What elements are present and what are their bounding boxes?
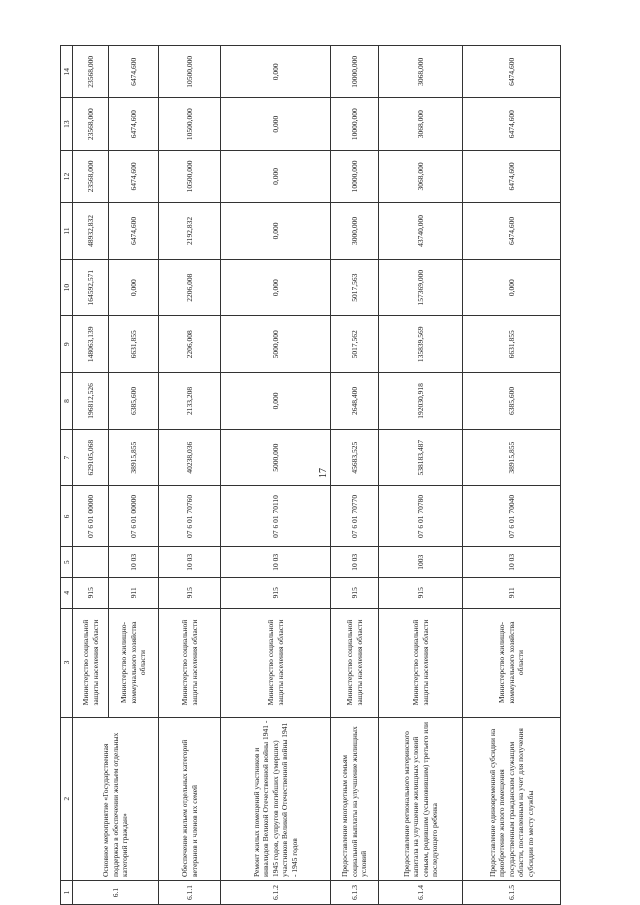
value-col-12: 23568,000: [73, 150, 109, 202]
target-article-code: 07 6 01 70110: [221, 486, 331, 547]
value-col-13: 23568,000: [73, 98, 109, 150]
column-number: 2: [61, 717, 73, 881]
value-col-11: 48932,832: [73, 203, 109, 260]
value-col-10: 164592,571: [73, 259, 109, 316]
value-col-14: 6474,600: [463, 46, 561, 98]
column-number: 8: [61, 373, 73, 430]
section-code: 10 03: [221, 547, 331, 578]
row-name: Обеспечение жильем отдельных категорий ветеранов и членов их семей: [159, 717, 221, 881]
column-number: 11: [61, 203, 73, 260]
value-col-10: 0,000: [221, 259, 331, 316]
value-col-12: 0,000: [221, 150, 331, 202]
table-row: [463, 46, 561, 905]
value-col-11: 43740,000: [379, 203, 463, 260]
table-row: [221, 46, 331, 905]
value-col-9: 2206,008: [159, 316, 221, 373]
column-number: 6: [61, 486, 73, 547]
budget-table-sheet: [60, 45, 560, 905]
target-article-code: 07 6 01 70040: [463, 486, 561, 547]
value-col-7: 629105,068: [73, 429, 109, 486]
value-col-11: 6474,600: [463, 203, 561, 260]
table-row: [73, 46, 109, 905]
value-col-10: 5017,563: [331, 259, 379, 316]
value-col-14: 10500,000: [159, 46, 221, 98]
value-col-8: 6385,600: [463, 373, 561, 430]
grbs-code: 915: [159, 578, 221, 609]
value-col-12: 10000,000: [331, 150, 379, 202]
target-article-code: 07 6 01 70760: [159, 486, 221, 547]
value-col-8: 2648,400: [331, 373, 379, 430]
row-executor: Министерство социальной защиты населения области: [73, 608, 109, 717]
value-col-12: 6474,600: [109, 150, 159, 202]
table-row: [379, 46, 463, 905]
target-article-code: 07 6 01 70770: [331, 486, 379, 547]
target-article-code: 07 6 01 00000: [73, 486, 109, 547]
value-col-14: 6474,600: [109, 46, 159, 98]
value-col-14: 23568,000: [73, 46, 109, 98]
value-col-8: 6385,600: [109, 373, 159, 430]
grbs-code: 911: [463, 578, 561, 609]
row-number: 6.1.1: [159, 881, 221, 905]
value-col-7: 38915,855: [109, 429, 159, 486]
row-name: Предоставление регионального материнского капитала на улучшение жилищных условий семьям, родившим (усыновившим) третьего или последующего ребенка: [379, 717, 463, 881]
value-col-8: 0,000: [221, 373, 331, 430]
value-col-13: 10500,000: [159, 98, 221, 150]
value-col-11: 3000,000: [331, 203, 379, 260]
value-col-12: 10500,000: [159, 150, 221, 202]
row-number: 6.1.5: [463, 881, 561, 905]
column-number: 10: [61, 259, 73, 316]
row-name: Ремонт жилых помещений участников и инвалидов Великой Отечественной войны 1941 - 1945 годов, супругов погибших (умерших) участников Великой Отечественной войны 1941 - 1945 годов: [221, 717, 331, 881]
value-col-13: 10000,000: [331, 98, 379, 150]
value-col-14: 10000,000: [331, 46, 379, 98]
row-name: Предоставление единовременной субсидии на приобретение жилого помещения государственным гражданским служащим области, поставленным на учет для получения субсидии по месту службы: [463, 717, 561, 881]
value-col-14: 0,000: [221, 46, 331, 98]
row-number: 6.1.4: [379, 881, 463, 905]
row-number: 6.1.3: [331, 881, 379, 905]
value-col-8: 196812,526: [73, 373, 109, 430]
value-col-9: 5000,000: [221, 316, 331, 373]
row-executor: Министерство жилищно-коммунального хозяйства области: [463, 608, 561, 717]
value-col-10: 2206,008: [159, 259, 221, 316]
value-col-13: 6474,600: [463, 98, 561, 150]
table-row: [331, 46, 379, 905]
column-number: 7: [61, 429, 73, 486]
grbs-code: 915: [221, 578, 331, 609]
row-name: Основное мероприятие «Государственная поддержка в обеспечении жильем отдельных категорий граждан»: [73, 717, 159, 881]
row-executor: Министерство социальной защиты населения области: [221, 608, 331, 717]
budget-table: [60, 45, 561, 905]
section-code: 10 03: [463, 547, 561, 578]
target-article-code: 07 6 01 00000: [109, 486, 159, 547]
value-col-7: 40238,036: [159, 429, 221, 486]
section-code: 10 03: [159, 547, 221, 578]
row-executor: Министерство социальной защиты населения области: [331, 608, 379, 717]
value-col-7: 5000,000: [221, 429, 331, 486]
value-col-8: 2133,208: [159, 373, 221, 430]
column-number: 12: [61, 150, 73, 202]
column-number: 4: [61, 578, 73, 609]
row-number: 6.1.2: [221, 881, 331, 905]
section-code: 1003: [379, 547, 463, 578]
section-code: 10 03: [331, 547, 379, 578]
column-number: 14: [61, 46, 73, 98]
value-col-7: 538183,487: [379, 429, 463, 486]
value-col-9: 6631,855: [109, 316, 159, 373]
value-col-9: 5017,562: [331, 316, 379, 373]
value-col-10: 0,000: [463, 259, 561, 316]
section-code: 10 03: [109, 547, 159, 578]
row-name: Предоставление многодетным семьям социальной выплаты на улучшение жилищных условий: [331, 717, 379, 881]
page-number: 17: [318, 468, 329, 478]
column-number-row: [61, 46, 73, 905]
value-col-9: 135839,569: [379, 316, 463, 373]
value-col-7: 38915,855: [463, 429, 561, 486]
value-col-12: 6474,600: [463, 150, 561, 202]
value-col-12: 3068,000: [379, 150, 463, 202]
value-col-9: 6631,855: [463, 316, 561, 373]
target-article-code: 07 6 01 70780: [379, 486, 463, 547]
value-col-13: 6474,600: [109, 98, 159, 150]
row-number: 6.1: [73, 881, 159, 905]
column-number: 13: [61, 98, 73, 150]
grbs-code: 911: [109, 578, 159, 609]
column-number: 5: [61, 547, 73, 578]
table-row: [159, 46, 221, 905]
value-col-13: 0,000: [221, 98, 331, 150]
value-col-10: 0,000: [109, 259, 159, 316]
value-col-9: 148063,139: [73, 316, 109, 373]
row-executor: Министерство жилищно-коммунального хозяйства области: [109, 608, 159, 717]
value-col-11: 2192,832: [159, 203, 221, 260]
column-number: 3: [61, 608, 73, 717]
value-col-7: 45683,525: [331, 429, 379, 486]
value-col-8: 192030,918: [379, 373, 463, 430]
row-executor: Министерство социальной защиты населения области: [159, 608, 221, 717]
value-col-11: 6474,600: [109, 203, 159, 260]
grbs-code: 915: [379, 578, 463, 609]
value-col-10: 157369,000: [379, 259, 463, 316]
value-col-11: 0,000: [221, 203, 331, 260]
value-col-14: 3068,000: [379, 46, 463, 98]
grbs-code: 915: [73, 578, 109, 609]
grbs-code: 915: [331, 578, 379, 609]
row-executor: Министерство социальной защиты населения области: [379, 608, 463, 717]
column-number: 9: [61, 316, 73, 373]
value-col-13: 3068,000: [379, 98, 463, 150]
column-number: 1: [61, 881, 73, 905]
section-code: [73, 547, 109, 578]
